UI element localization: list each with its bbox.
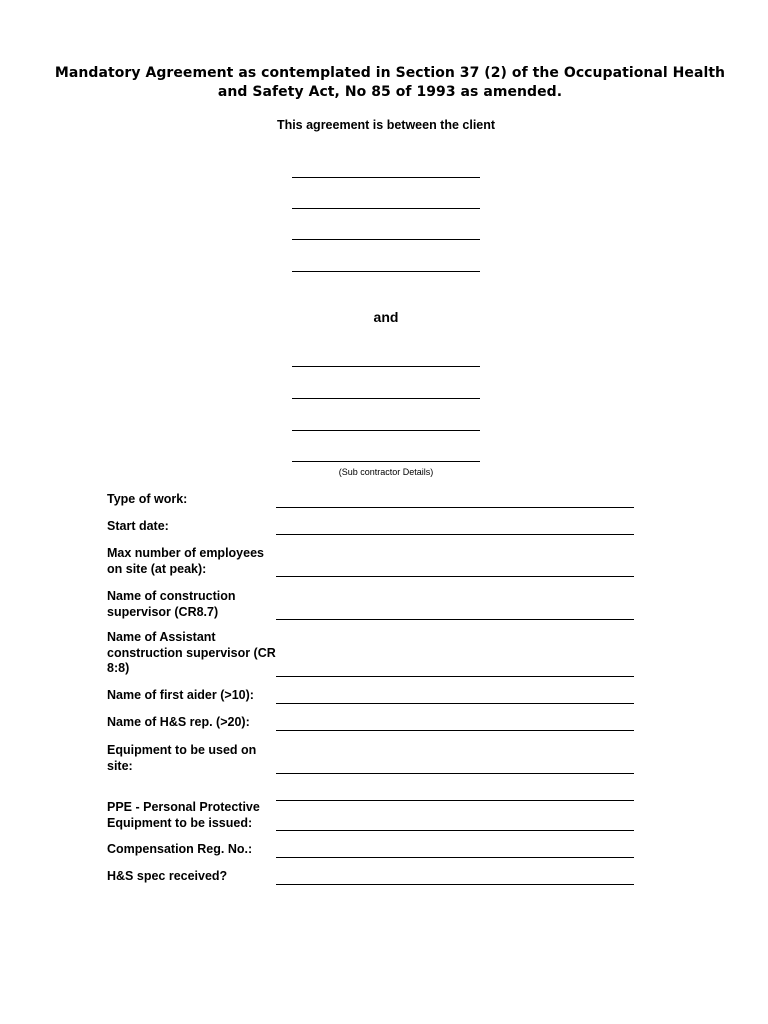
field-label-construction-supervisor: Name of construction supervisor (CR8.7): [107, 589, 236, 619]
subcontractor-detail-line[interactable]: [292, 366, 480, 367]
field-line-max-employees[interactable]: [276, 576, 634, 577]
field-line-construction-supervisor[interactable]: [276, 619, 634, 620]
client-detail-line[interactable]: [292, 271, 480, 272]
field-line-first-aider[interactable]: [276, 703, 634, 704]
field-line-assistant-supervisor[interactable]: [276, 676, 634, 677]
field-line-hs-spec[interactable]: [276, 884, 634, 885]
field-line-equipment[interactable]: [276, 773, 634, 774]
client-detail-line[interactable]: [292, 239, 480, 240]
agreement-title: Mandatory Agreement as contemplated in Section 37 (2) of the Occupational Health and Safety Act, No 85 of 1993 as amended.: [54, 65, 726, 100]
field-label-ppe: PPE - Personal Protective Equipment to be issued:: [107, 800, 260, 830]
subcontractor-detail-line[interactable]: [292, 461, 480, 462]
subcontractor-detail-line[interactable]: [292, 398, 480, 399]
subcontractor-details-label: (Sub contractor Details): [338, 467, 434, 477]
conjunction-and: and: [373, 309, 399, 325]
field-label-first-aider: Name of first aider (>10):: [107, 688, 254, 702]
client-detail-line[interactable]: [292, 208, 480, 209]
field-label-type-of-work: Type of work:: [107, 492, 188, 506]
field-line-type-of-work[interactable]: [276, 507, 634, 508]
field-label-max-employees: Max number of employees on site (at peak):: [107, 546, 264, 576]
field-label-start-date: Start date:: [107, 519, 169, 533]
field-label-hs-rep: Name of H&S rep. (>20):: [107, 715, 250, 729]
field-label-assistant-supervisor: Name of Assistant construction supervisor (CR 8:8): [107, 630, 276, 675]
field-label-equipment: Equipment to be used on site:: [107, 743, 257, 773]
field-label-compensation-reg: Compensation Reg. No.:: [107, 842, 253, 856]
client-detail-line[interactable]: [292, 177, 480, 178]
field-line-compensation-reg[interactable]: [276, 857, 634, 858]
subcontractor-detail-line[interactable]: [292, 430, 480, 431]
field-line-hs-rep[interactable]: [276, 730, 634, 731]
field-line-ppe[interactable]: [276, 830, 634, 831]
field-line-equipment-extra[interactable]: [276, 800, 634, 801]
field-label-hs-spec: H&S spec received?: [107, 869, 228, 883]
agreement-intro: This agreement is between the client: [276, 118, 496, 132]
field-line-start-date[interactable]: [276, 534, 634, 535]
